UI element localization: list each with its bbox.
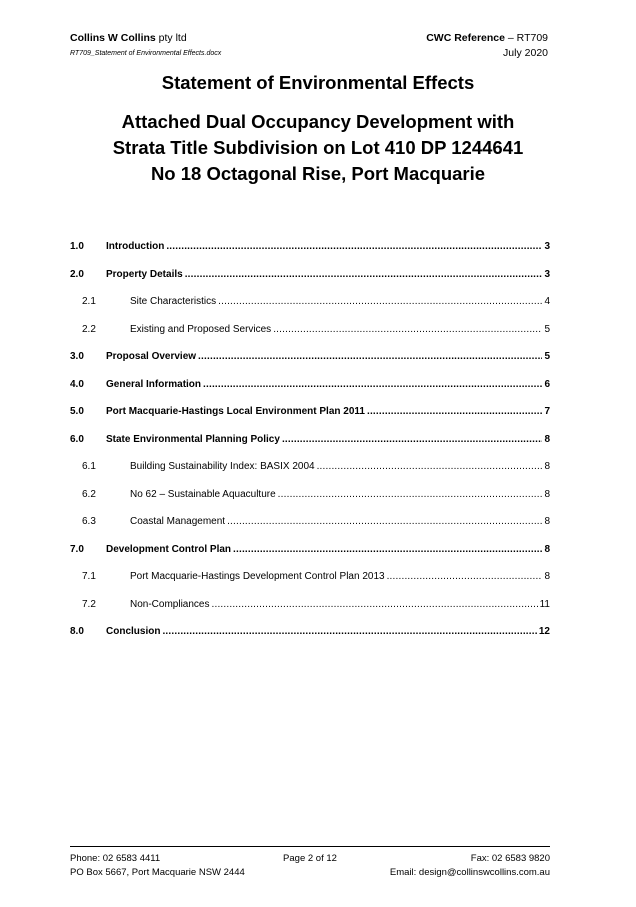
toc-entry-number: 6.2	[82, 488, 96, 500]
toc-entry[interactable]	[70, 481, 550, 509]
toc-entry-page: 8	[544, 461, 550, 473]
toc-entry-title: Proposal Overview	[106, 351, 197, 363]
toc-entry-page: 8	[544, 543, 550, 555]
reference-label: CWC Reference	[426, 32, 505, 44]
toc-entry-page: 7	[544, 406, 550, 418]
toc-entry-number: 7.1	[82, 571, 96, 583]
toc-dot-leader	[387, 571, 543, 582]
toc-entry-title: Coastal Management	[130, 516, 226, 528]
reference-value: – RT709	[505, 32, 548, 44]
page-number: Page 2 of 12	[283, 853, 337, 864]
toc-dot-leader	[162, 626, 536, 637]
toc-entry[interactable]	[70, 371, 550, 399]
document-filename: RT709_Statement of Environmental Effects.docx	[70, 50, 222, 57]
toc-dot-leader	[233, 544, 542, 555]
toc-dot-leader	[367, 406, 542, 417]
toc-dot-leader	[227, 516, 542, 527]
document-title: Statement of Environmental Effects	[161, 72, 475, 93]
toc-entry-page: 11	[539, 598, 550, 610]
toc-entry-page: 5	[544, 323, 550, 335]
toc-entry-title: Site Characteristics	[130, 296, 217, 308]
reference	[426, 31, 548, 45]
toc-dot-leader	[185, 269, 543, 280]
toc-entry-number: 2.1	[82, 296, 96, 308]
toc-dot-leader	[317, 461, 543, 472]
toc-entry[interactable]	[70, 398, 550, 426]
toc-dot-leader	[203, 379, 542, 390]
toc-entry[interactable]	[70, 618, 550, 646]
toc-dot-leader	[211, 599, 537, 610]
toc-entry-page: 8	[544, 571, 550, 583]
toc-entry-title: State Environmental Planning Policy	[106, 433, 280, 445]
table-of-contents	[70, 233, 550, 646]
footer-fax: Fax: 02 6583 9820	[470, 853, 550, 864]
toc-dot-leader	[273, 324, 542, 335]
toc-entry[interactable]	[70, 343, 550, 371]
toc-entry-title: Building Sustainability Index: BASIX 2004	[130, 461, 315, 473]
toc-entry-title: Property Details	[106, 268, 183, 280]
footer-po-box: PO Box 5667, Port Macquarie NSW 2444	[70, 867, 245, 878]
toc-entry-number: 6.1	[82, 461, 96, 473]
toc-dot-leader	[166, 241, 542, 252]
footer-divider	[70, 846, 550, 847]
toc-entry-page: 6	[544, 378, 550, 390]
toc-entry[interactable]	[70, 261, 550, 289]
toc-entry-number: 6.0	[70, 433, 84, 445]
document-subtitle	[0, 109, 636, 187]
toc-entry[interactable]	[70, 508, 550, 536]
toc-entry[interactable]	[70, 316, 550, 344]
toc-entry[interactable]	[70, 233, 550, 261]
toc-entry-number: 4.0	[70, 378, 84, 390]
toc-dot-leader	[282, 434, 543, 445]
toc-entry-page: 8	[544, 433, 550, 445]
toc-entry-page: 3	[544, 241, 550, 253]
company-name-suffix: pty ltd	[155, 32, 187, 44]
toc-entry-page: 4	[544, 296, 550, 308]
header-right	[426, 31, 548, 60]
toc-entry-page: 8	[544, 516, 550, 528]
company-name-bold: Collins W Collins	[70, 32, 156, 44]
footer	[70, 852, 550, 880]
header-left	[70, 31, 221, 60]
toc-entry[interactable]	[70, 563, 550, 591]
subtitle-line-3: No 18 Octagonal Rise, Port Macquarie	[150, 163, 486, 184]
toc-entry-page: 12	[538, 626, 550, 638]
toc-entry-title: Development Control Plan	[106, 543, 232, 555]
footer-phone: Phone: 02 6583 4411	[70, 853, 161, 864]
toc-entry-number: 2.2	[82, 323, 96, 335]
toc-dot-leader	[278, 489, 543, 500]
toc-entry-page: 3	[544, 268, 550, 280]
toc-entry[interactable]	[70, 426, 550, 454]
company-name	[70, 31, 221, 45]
toc-entry-number: 8.0	[70, 626, 84, 638]
toc-entry[interactable]	[70, 288, 550, 316]
toc-entry-number: 7.2	[82, 598, 96, 610]
toc-entry-page: 8	[544, 488, 550, 500]
toc-entry-page: 5	[544, 351, 550, 363]
document-date: July 2020	[503, 47, 548, 59]
toc-entry-number: 7.0	[70, 543, 84, 555]
toc-entry-title: General Information	[106, 378, 202, 390]
subtitle-line-1: Attached Dual Occupancy Development with	[121, 111, 515, 132]
toc-entry-title: Introduction	[106, 241, 165, 253]
toc-entry[interactable]	[70, 453, 550, 481]
toc-entry[interactable]	[70, 591, 550, 619]
toc-dot-leader	[218, 296, 542, 307]
toc-entry-title: Conclusion	[106, 626, 161, 638]
toc-entry-number: 6.3	[82, 516, 96, 528]
toc-entry-number: 1.0	[70, 241, 84, 253]
toc-entry-number: 3.0	[70, 351, 84, 363]
toc-entry-title: Non-Compliances	[130, 598, 210, 610]
toc-entry-number: 5.0	[70, 406, 84, 418]
toc-entry-number: 2.0	[70, 268, 84, 280]
subtitle-line-2: Strata Title Subdivision on Lot 410 DP 1244641	[112, 137, 524, 158]
footer-email: Email: design@collinswcollins.com.au	[389, 867, 550, 878]
toc-entry-title: Port Macquarie-Hastings Local Environment Plan 2011	[106, 406, 365, 418]
toc-entry[interactable]	[70, 536, 550, 564]
toc-entry-title: No 62 – Sustainable Aquaculture	[130, 488, 276, 500]
toc-entry-title: Port Macquarie-Hastings Development Control Plan 2013	[130, 571, 385, 583]
toc-entry-title: Existing and Proposed Services	[130, 323, 272, 335]
toc-dot-leader	[198, 351, 542, 362]
